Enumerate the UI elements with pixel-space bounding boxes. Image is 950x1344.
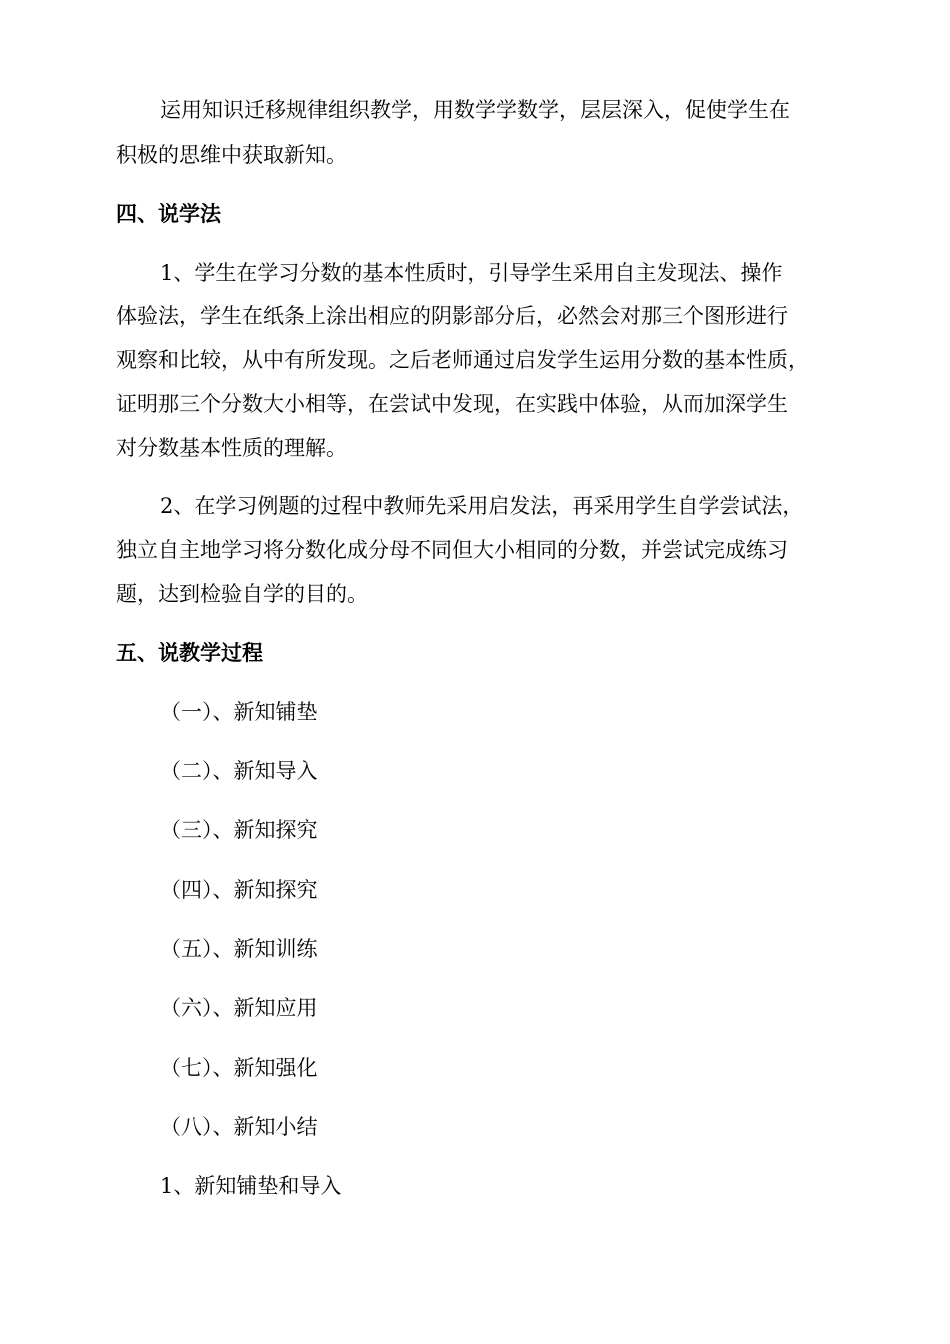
- paragraph-line: 观察和比较，从中有所发现。之后老师通过启发学生运用分数的基本性质，: [116, 348, 809, 372]
- step-item: （八）、新知小结: [160, 1115, 318, 1139]
- step-item: （三）、新知探究: [160, 818, 318, 842]
- step-item: （六）、新知应用: [160, 996, 318, 1020]
- paragraph-line: 运用知识迁移规律组织教学，用数学学数学，层层深入，促使学生在: [160, 98, 790, 122]
- paragraph-line: 2、在学习例题的过程中教师先采用启发法，再采用学生自学尝试法，: [160, 494, 804, 518]
- section-heading: 五、说教学过程: [116, 640, 263, 665]
- paragraph-line: 1、学生在学习分数的基本性质时，引导学生采用自主发现法、操作: [160, 261, 783, 285]
- paragraph-line: 独立自主地学习将分数化成分母不同但大小相同的分数，并尝试完成练习: [116, 538, 788, 562]
- paragraph-line: 题，达到检验自学的目的。: [116, 582, 368, 606]
- paragraph-line: 对分数基本性质的理解。: [116, 436, 347, 460]
- section-heading: 四、说学法: [116, 201, 221, 226]
- paragraph-line: 证明那三个分数大小相等，在尝试中发现，在实践中体验，从而加深学生: [116, 392, 788, 416]
- subsection-heading: 1、新知铺垫和导入: [160, 1174, 342, 1198]
- step-item: （二）、新知导入: [160, 759, 318, 783]
- paragraph-line: 积极的思维中获取新知。: [116, 143, 347, 167]
- step-item: （一）、新知铺垫: [160, 700, 318, 724]
- paragraph-line: 体验法，学生在纸条上涂出相应的阴影部分后，必然会对那三个图形进行: [116, 304, 788, 328]
- step-item: （五）、新知训练: [160, 937, 318, 961]
- step-item: （七）、新知强化: [160, 1056, 318, 1080]
- step-item: （四）、新知探究: [160, 878, 318, 902]
